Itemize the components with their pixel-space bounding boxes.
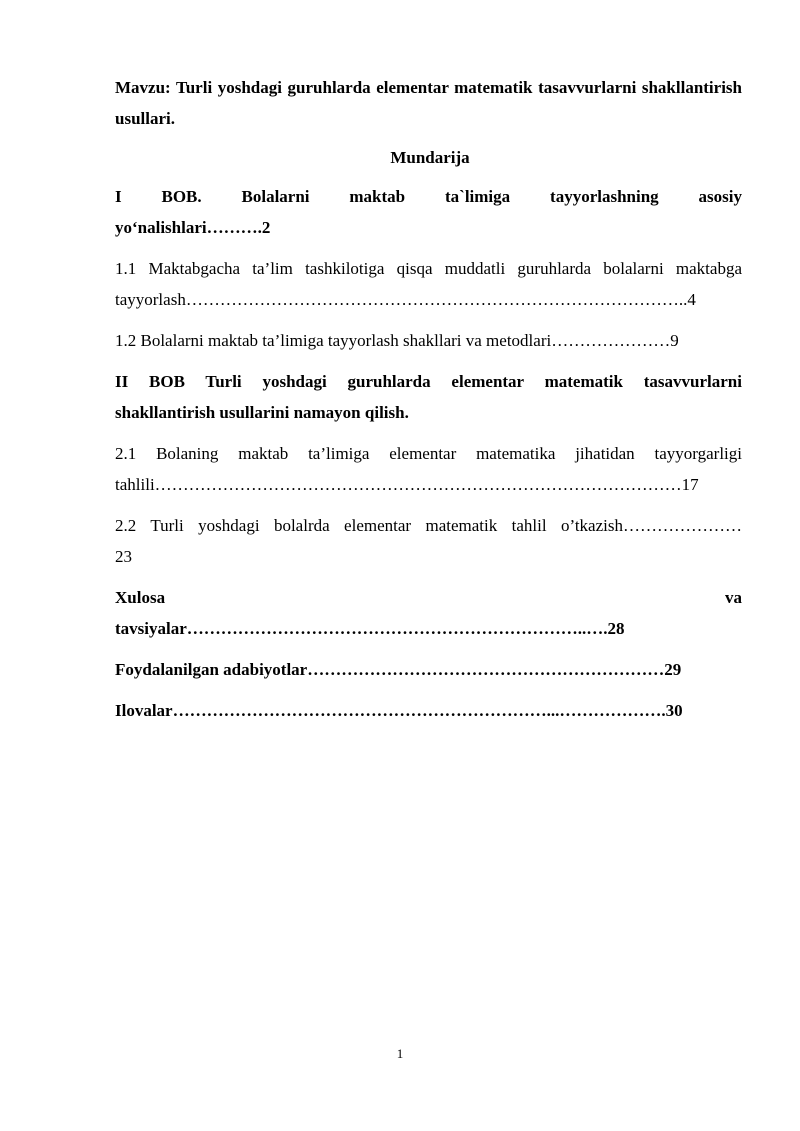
toc-entry-line: 1.1 Maktabgacha ta’lim tashkilotiga qisqa muddatli guruhlarda bolalarni maktabga <box>115 259 742 278</box>
toc-entry-references <box>115 654 742 685</box>
toc-entry-2-1 <box>115 438 742 500</box>
toc-entry-1-1 <box>115 253 742 315</box>
toc-entry-line: Foydalanilgan adabiyotlar………………………………………………………29 <box>115 660 682 679</box>
document-body <box>115 72 742 726</box>
toc-entry-2-2 <box>115 510 742 572</box>
toc-entry-line: 2.2 Turli yoshdagi bolalrda elementar matematik tahlil o’tkazish………………… <box>115 516 742 535</box>
toc-entry-line: Ilovalar…………………………………………………………...……………….30 <box>115 701 683 720</box>
toc-entry-line: shakllantirish usullarini namayon qilish. <box>115 403 409 422</box>
toc-entry-line: II BOB Turli yoshdagi guruhlarda elementar matematik tasavvurlarni <box>115 372 742 391</box>
toc-heading: Mundarija <box>390 148 470 167</box>
toc-entry-conclusion <box>115 582 742 644</box>
toc-entry-line: I BOB. Bolalarni maktab ta`limiga tayyorlashning asosiy <box>115 187 742 206</box>
toc-entry-line: 2.1 Bolaning maktab ta’limiga elementar matematika jihatidan tayyorgarligi <box>115 444 742 463</box>
toc-entry-line: 23 <box>115 547 132 566</box>
toc-entry-line: tahlili…………………………………………………………………………………17 <box>115 475 699 494</box>
toc-entry-1-2 <box>115 325 742 356</box>
toc-entry-line: yo‘nalishlari……….2 <box>115 218 271 237</box>
toc-entry-line: 1.2 Bolalarni maktab ta’limiga tayyorlash shakllari va metodlari…………………9 <box>115 331 679 350</box>
toc-entry-line: Xulosa va <box>115 588 742 607</box>
toc-entry-chapter-2 <box>115 366 742 428</box>
toc-entry-appendices <box>115 695 742 726</box>
document-topic: Mavzu: Turli yoshdagi guruhlarda elementar matematik tasavvurlarni shakllantirish usullari. <box>115 78 742 128</box>
toc-entry-chapter-1 <box>115 181 742 243</box>
toc-entry-line: tavsiyalar……………………………………………………………..….28 <box>115 619 625 638</box>
toc-entry-line: tayyorlash……………………………………………………………………………..4 <box>115 290 696 309</box>
page-number: 1 <box>396 1046 404 1061</box>
